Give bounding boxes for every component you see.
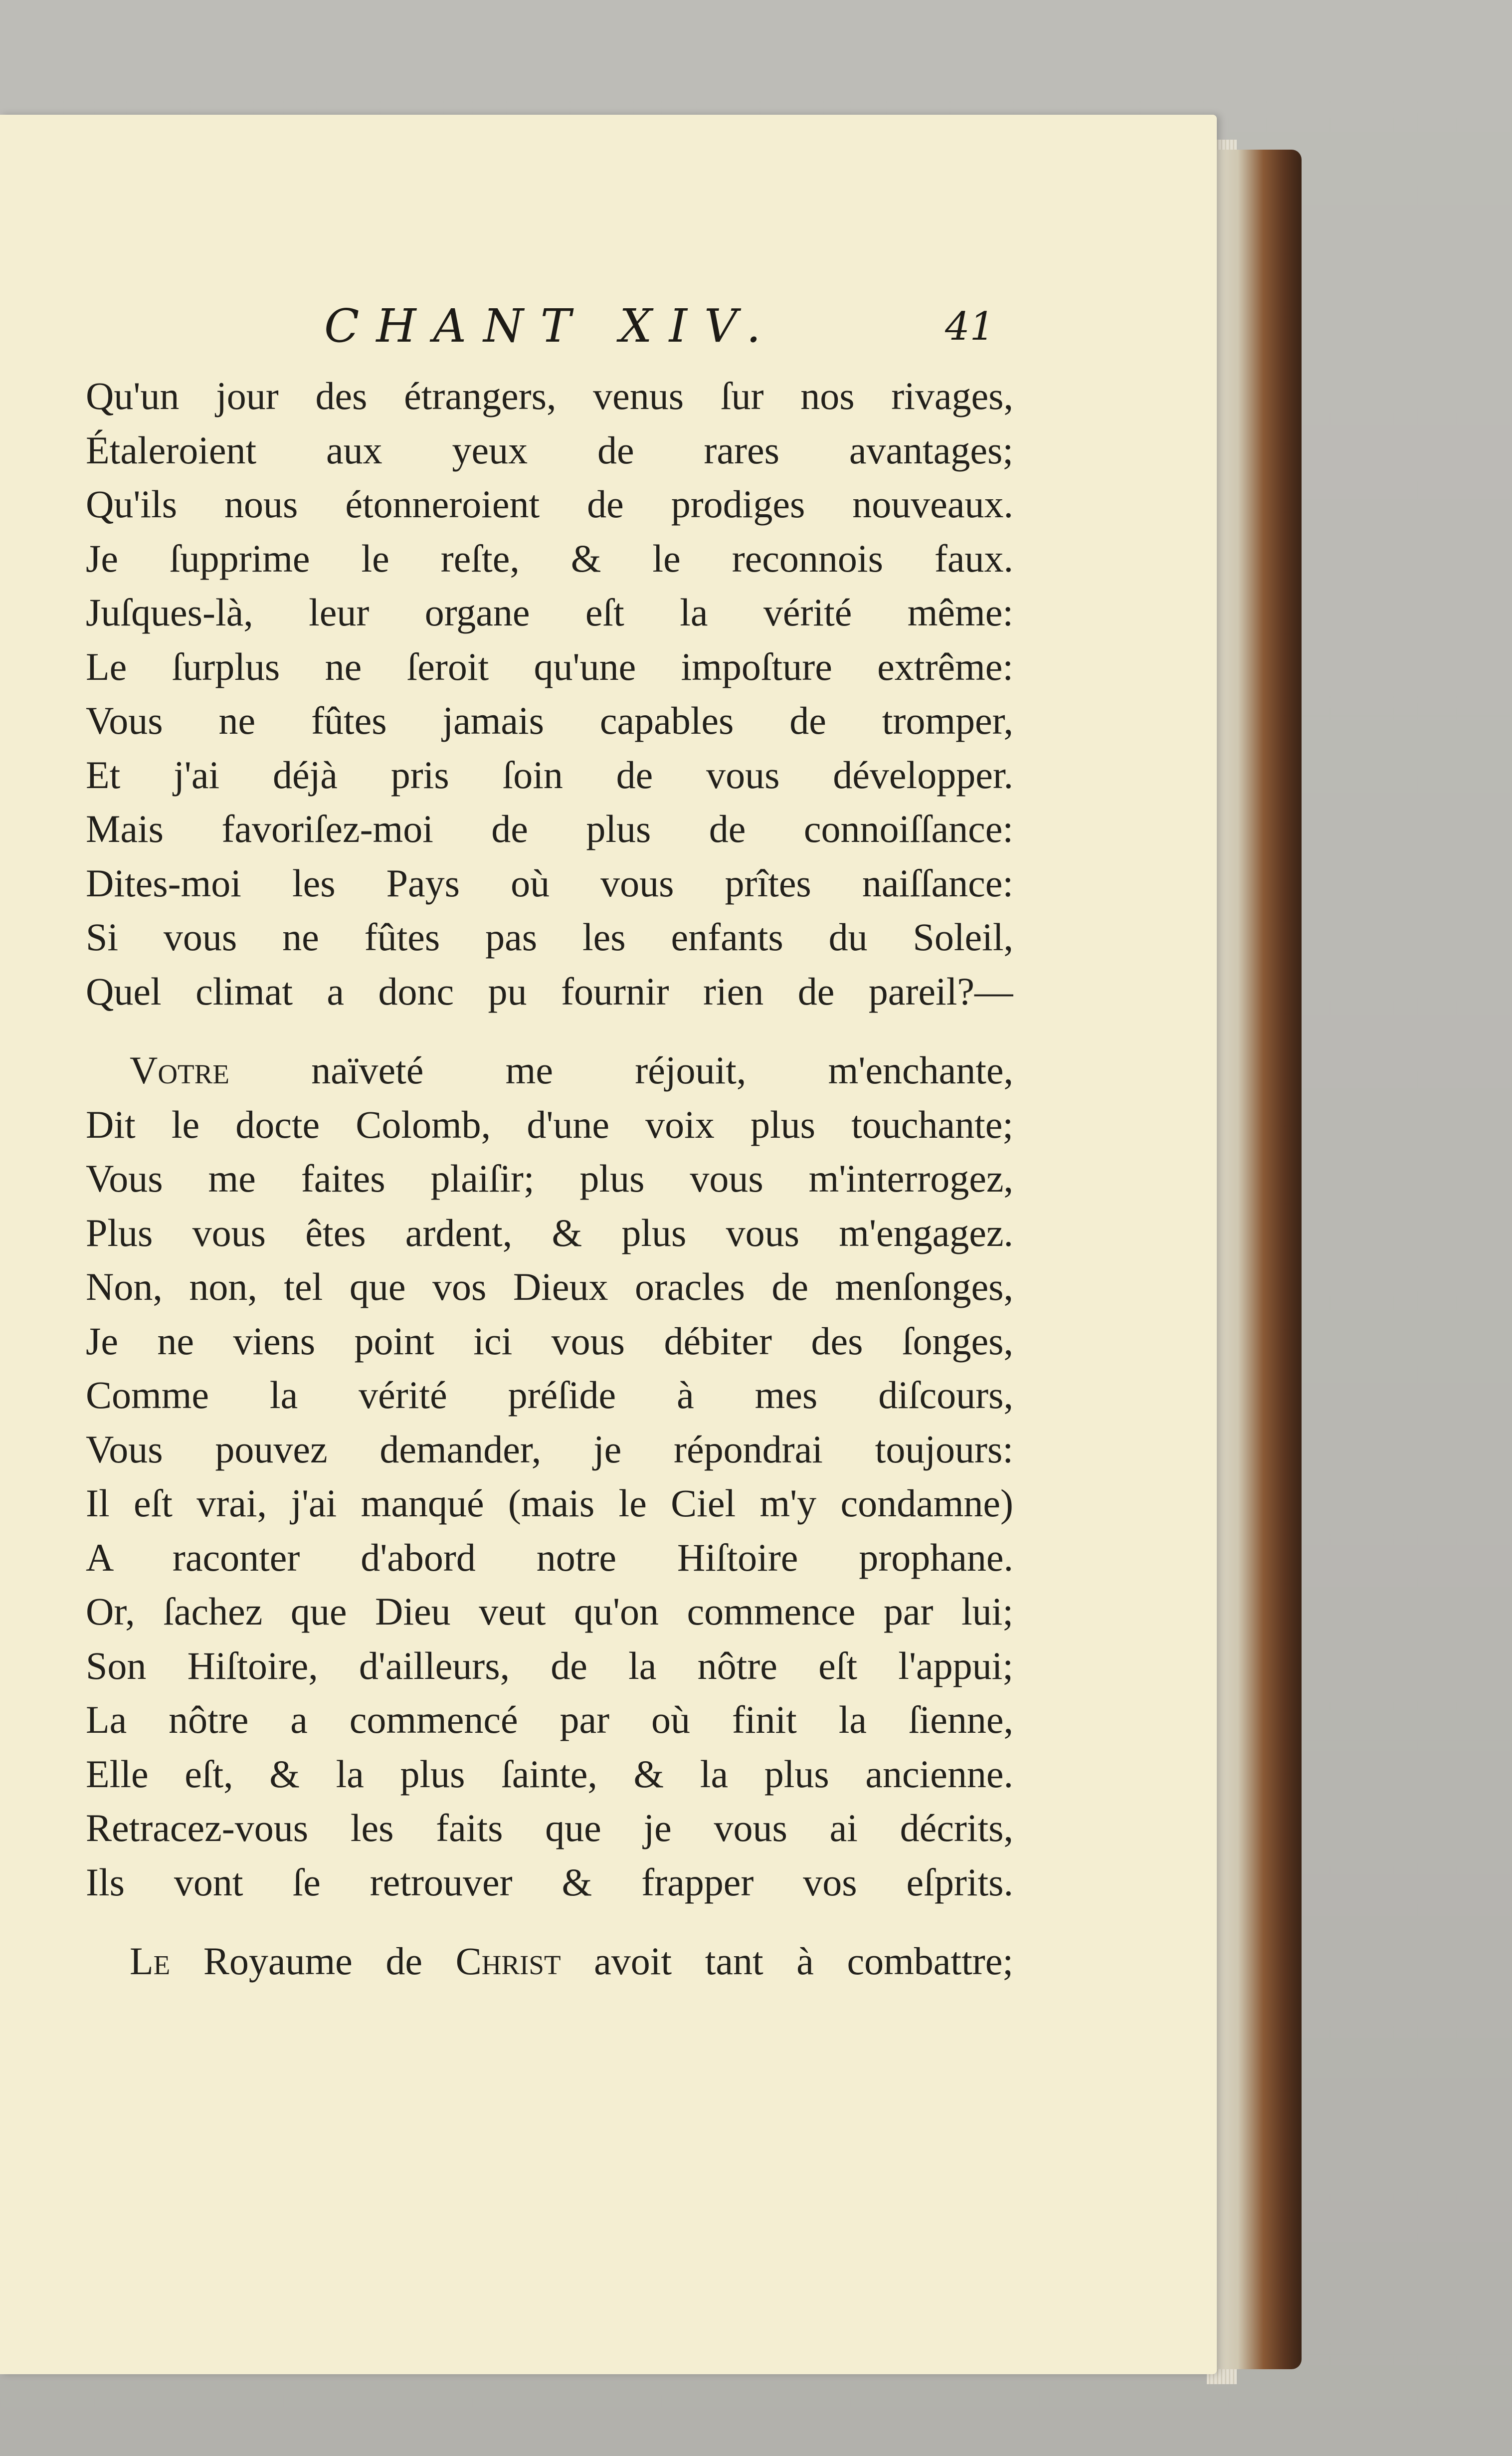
verse-line: Si vous ne fûtes pas les enfants du Soleil,: [86, 915, 1013, 959]
small-caps-word: Le: [130, 1939, 171, 1983]
verse-line: Son Hiſtoire, d'ailleurs, de la nôtre eſt l'appui;: [86, 1643, 1013, 1687]
verse-line: Retracez-vous les faits que je vous ai décrits,: [86, 1806, 1013, 1849]
verse-line: La nôtre a commencé par où finit la ſienne,: [86, 1698, 1013, 1741]
verse-line: Il eſt vrai, j'ai manqué (mais le Ciel m'y condamne): [86, 1481, 1013, 1525]
verse-line: Vous me faites plaiſir; plus vous m'interrogez,: [86, 1157, 1013, 1200]
verse-line: Plus vous êtes ardent, & plus vous m'engagez.: [86, 1211, 1013, 1254]
verse-line: Le ſurplus ne ſeroit qu'une impoſture extrême:: [86, 644, 1013, 688]
verse-line: Et j'ai déjà pris ſoin de vous développer.: [86, 753, 1013, 797]
book-binding: [1217, 150, 1302, 2369]
verse-line-opening: [86, 1934, 1013, 1989]
verse-line: Je ſupprime le reſte, & le reconnois faux.: [86, 536, 1013, 580]
stanza: [86, 1934, 1013, 1989]
stanza: [86, 369, 1013, 1019]
verse-line: Juſques-là, leur organe eſt la vérité même:: [86, 591, 1013, 634]
verse-line-opening: [86, 1043, 1013, 1098]
verse-line: Mais favoriſez-moi de plus de connoiſſance:: [86, 807, 1013, 850]
verse-text: naïveté me réjouit, m'enchante,: [229, 1048, 1013, 1092]
verse-line: Comme la vérité préſide à mes diſcours,: [86, 1373, 1013, 1417]
verse-line: Qu'ils nous étonneroient de prodiges nouveaux.: [86, 482, 1013, 526]
verse-line: Dites-moi les Pays où vous prîtes naiſſance:: [86, 861, 1013, 905]
small-caps-word: Votre: [130, 1048, 229, 1092]
stanza: [86, 1043, 1013, 1909]
verse-line: Or, ſachez que Dieu veut qu'on commence par lui;: [86, 1590, 1013, 1633]
small-caps-name: Christ: [455, 1939, 561, 1983]
verse-line: Ils vont ſe retrouver & frapper vos eſprits.: [86, 1860, 1013, 1904]
verse-line: Elle eſt, & la plus ſainte, & la plus ancienne.: [86, 1752, 1013, 1796]
verse-line: Je ne viens point ici vous débiter des ſonges,: [86, 1319, 1013, 1363]
verse-line: Vous ne fûtes jamais capables de tromper,: [86, 699, 1013, 742]
verse-line: Dit le docte Colomb, d'une voix plus touchante;: [86, 1102, 1013, 1146]
page-number: 41: [945, 304, 995, 349]
verse-line: Non, non, tel que vos Dieux oracles de menſonges,: [86, 1265, 1013, 1308]
verse-line: Étaleroient aux yeux de rares avantages;: [86, 428, 1013, 472]
verse-text: avoit tant à combattre;: [561, 1939, 1013, 1983]
page-header: [0, 294, 1047, 369]
verse-text: Royaume de: [170, 1939, 456, 1983]
verse-line: A raconter d'abord notre Hiſtoire prophane.: [86, 1535, 1013, 1579]
poem-text: [86, 369, 1013, 1989]
verse-line: Qu'un jour des étrangers, venus ſur nos rivages,: [86, 374, 1013, 417]
verse-line: Vous pouvez demander, je répondrai toujours:: [86, 1427, 1013, 1471]
running-head: CHANT XIV.: [324, 299, 778, 353]
verse-line: Quel climat a donc pu fournir rien de pareil?—: [86, 969, 1013, 1013]
